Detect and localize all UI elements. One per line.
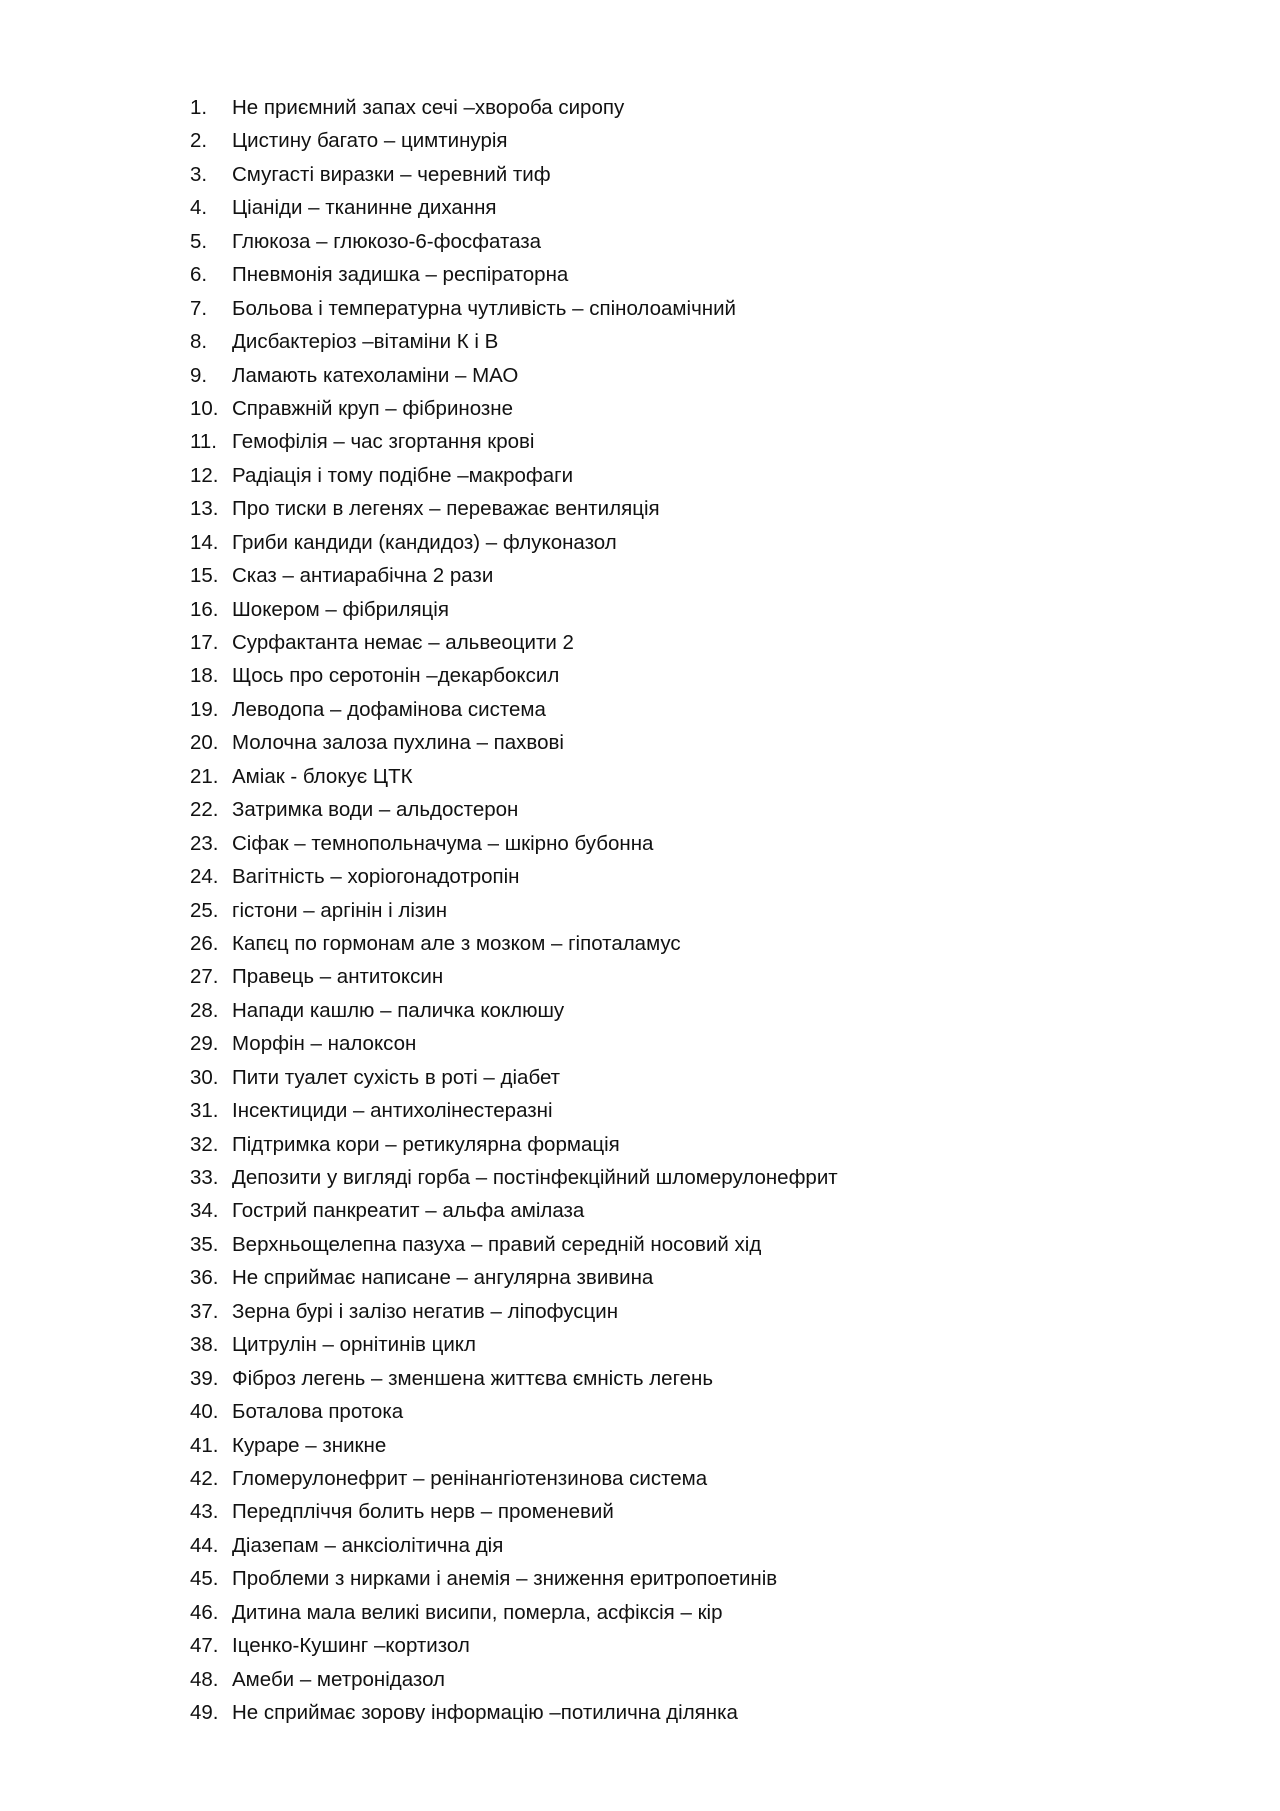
list-item (190, 124, 1150, 157)
list-item-text: Больова і температурна чутливість – спінолоамічний (232, 296, 736, 320)
list-item (190, 392, 1150, 425)
list-item-number: 29. (190, 1032, 219, 1056)
list-item-number: 16. (190, 597, 219, 621)
list-item (190, 1094, 1150, 1127)
list-item (190, 1562, 1150, 1595)
list-item-text: Кураре – зникне (232, 1433, 387, 1457)
list-item-number: 48. (190, 1667, 219, 1691)
list-item-text: Передпліччя болить нерв – променевий (232, 1500, 614, 1524)
numbered-list (190, 91, 1150, 1729)
list-item (190, 1495, 1150, 1528)
list-item-text: Ціаніди – тканинне дихання (232, 196, 497, 220)
list-item-number: 12. (190, 463, 219, 487)
list-item (190, 1395, 1150, 1428)
list-item (190, 158, 1150, 191)
list-item-number: 32. (190, 1132, 219, 1156)
list-item-text: Діазепам – анксіолітична дія (232, 1533, 504, 1557)
list-item-number: 35. (190, 1232, 219, 1256)
list-item (190, 1261, 1150, 1294)
list-item-number: 2. (190, 129, 208, 153)
list-item-number: 34. (190, 1199, 219, 1223)
list-item (190, 359, 1150, 392)
list-item (190, 325, 1150, 358)
list-item-number: 26. (190, 931, 219, 955)
list-item-text: Справжній круп – фібринозне (232, 396, 514, 420)
list-item (190, 659, 1150, 692)
list-item (190, 593, 1150, 626)
list-item-text: Напади кашлю – паличка коклюшу (232, 998, 565, 1022)
list-item-text: гістони – аргінін і лізин (232, 898, 448, 922)
list-item-text: Іценко-Кушинг –кортизол (232, 1634, 470, 1658)
list-item (190, 492, 1150, 525)
list-item-number: 18. (190, 664, 219, 688)
list-item-number: 20. (190, 731, 219, 755)
list-item (190, 1328, 1150, 1361)
list-item (190, 860, 1150, 893)
list-item (190, 894, 1150, 927)
list-item (190, 693, 1150, 726)
list-item-text: Глюкоза – глюкозо-6-фосфатаза (232, 229, 542, 253)
list-item-number: 7. (190, 296, 208, 320)
list-item (190, 1128, 1150, 1161)
list-item-number: 25. (190, 898, 219, 922)
list-item (190, 91, 1150, 124)
list-item-number: 30. (190, 1065, 219, 1089)
list-item-text: Леводопа – дофамінова система (232, 697, 546, 721)
list-item-text: Дисбактеріоз –вітаміни К і В (232, 330, 499, 354)
list-item-text: Депозити у вигляді горба – постінфекційний шломерулонефрит (232, 1166, 838, 1189)
list-item-text: Сурфактанта немає – альвеоцити 2 (232, 631, 574, 654)
list-item (190, 793, 1150, 826)
list-item-text: Верхньощелепна пазуха – правий середній носовий хід (232, 1232, 762, 1256)
list-item-text: Не сприймає зорову інформацію –потилична ділянка (232, 1701, 738, 1724)
list-item-number: 14. (190, 530, 219, 554)
list-item-number: 42. (190, 1466, 219, 1490)
list-item-number: 39. (190, 1366, 219, 1390)
list-item (190, 1194, 1150, 1227)
list-item-text: Сіфак – темнопольначума – шкірно бубонна (232, 831, 654, 855)
list-item (190, 526, 1150, 559)
list-item-number: 38. (190, 1333, 219, 1357)
list-item-text: Фіброз легень – зменшена життєва ємність легень (232, 1366, 714, 1390)
list-item (190, 425, 1150, 458)
list-item-text: Пневмонія задишка – респіраторна (232, 263, 569, 287)
list-item (190, 258, 1150, 291)
list-item-number: 10. (190, 396, 219, 420)
list-item-number: 45. (190, 1567, 219, 1591)
list-item-number: 49. (190, 1701, 219, 1724)
list-item-number: 9. (190, 363, 208, 387)
list-item-text: Інсектициди – антихолінестеразні (232, 1099, 553, 1123)
list-item (190, 1462, 1150, 1495)
list-item (190, 1429, 1150, 1462)
list-item-text: Смугасті виразки – черевний тиф (232, 162, 551, 186)
list-item-number: 13. (190, 497, 219, 521)
list-item-text: Ламають катехоламіни – МАО (232, 363, 519, 387)
list-item-text: Радіація і тому подібне –макрофаги (232, 463, 574, 487)
list-item-text: Щось про серотонін –декарбоксил (232, 664, 560, 688)
list-item-text: Гемофілія – час згортання крові (232, 430, 535, 454)
list-item-number: 46. (190, 1600, 219, 1624)
list-item-number: 43. (190, 1500, 219, 1524)
list-item-text: Гломерулонефрит – ренінангіотензинова система (232, 1466, 708, 1490)
list-item (190, 960, 1150, 993)
list-item-text: Амеби – метронідазол (232, 1667, 446, 1691)
list-item-number: 4. (190, 196, 208, 220)
list-item-number: 44. (190, 1533, 219, 1557)
list-item-number: 8. (190, 330, 208, 354)
list-item-number: 15. (190, 564, 219, 588)
list-item (190, 994, 1150, 1027)
list-item-text: Не приємний запах сечі –хвороба сиропу (232, 96, 625, 119)
list-item-text: Дитина мала великі висипи, померла, асфіксія – кір (232, 1600, 723, 1624)
list-item (190, 459, 1150, 492)
list-item-text: Пити туалет сухість в роті – діабет (232, 1065, 561, 1089)
list-item (190, 191, 1150, 224)
list-item-number: 41. (190, 1433, 219, 1457)
list-item-text: Морфін – налоксон (232, 1032, 417, 1056)
list-item-text: Гриби кандиди (кандидоз) – флуконазол (232, 530, 617, 554)
list-item-number: 40. (190, 1400, 219, 1424)
list-item-text: Гострий панкреатит – альфа амілаза (232, 1199, 585, 1223)
list-item-number: 24. (190, 865, 219, 889)
list-item-text: Правець – антитоксин (232, 965, 444, 989)
list-item-number: 6. (190, 263, 208, 287)
list-item-text: Про тиски в легенях – переважає вентиляція (232, 497, 660, 521)
list-item-number: 33. (190, 1166, 219, 1189)
list-item-text: Шокером – фібриляція (232, 597, 449, 621)
list-item-number: 21. (190, 764, 219, 788)
list-item-number: 36. (190, 1266, 219, 1290)
list-item-number: 17. (190, 631, 219, 654)
list-item (190, 292, 1150, 325)
list-item-number: 1. (190, 96, 208, 119)
list-item-number: 5. (190, 229, 208, 253)
list-item-text: Сказ – антиарабічна 2 рази (232, 564, 494, 588)
list-item (190, 760, 1150, 793)
list-item-number: 37. (190, 1299, 219, 1323)
list-item (190, 827, 1150, 860)
list-item-text: Зерна бурі і залізо негатив – ліпофусцин (232, 1299, 619, 1323)
list-item-text: Підтримка кори – ретикулярна формація (232, 1132, 620, 1156)
list-item (190, 726, 1150, 759)
list-item (190, 225, 1150, 258)
list-item-text: Аміак - блокує ЦТК (232, 764, 413, 788)
list-item (190, 1161, 1150, 1194)
list-item (190, 1596, 1150, 1629)
list-item-text: Не сприймає написане – ангулярна звивина (232, 1266, 654, 1290)
list-item-number: 27. (190, 965, 219, 989)
list-item-text: Цистину багато – цимтинурія (232, 129, 508, 153)
list-item (190, 1027, 1150, 1060)
list-item (190, 1529, 1150, 1562)
list-item-text: Проблеми з нирками і анемія – зниження еритропоетинів (232, 1567, 778, 1591)
list-item (190, 1228, 1150, 1261)
list-item (190, 1629, 1150, 1662)
list-item-number: 3. (190, 162, 208, 186)
list-item (190, 927, 1150, 960)
list-item-number: 19. (190, 697, 219, 721)
list-item-number: 28. (190, 998, 219, 1022)
list-item-number: 22. (190, 798, 219, 822)
list-item (190, 1696, 1150, 1729)
list-item (190, 1663, 1150, 1696)
list-item-text: Молочна залоза пухлина – пахвові (232, 731, 564, 755)
list-item-number: 11. (190, 430, 217, 454)
list-item-number: 23. (190, 831, 219, 855)
list-item (190, 1295, 1150, 1328)
list-item-text: Затримка води – альдостерон (232, 798, 519, 822)
list-item-number: 47. (190, 1634, 219, 1658)
list-item-text: Капєц по гормонам але з мозком – гіпоталамус (232, 931, 681, 955)
list-item (190, 1362, 1150, 1395)
list-item (190, 1061, 1150, 1094)
list-item-number: 31. (190, 1099, 219, 1123)
list-item (190, 559, 1150, 592)
list-item-text: Вагітність – хоріогонадотропін (232, 865, 520, 889)
list-item (190, 626, 1150, 659)
list-item-text: Боталова протока (232, 1400, 404, 1424)
list-item-text: Цитрулін – орнітинів цикл (232, 1333, 476, 1357)
